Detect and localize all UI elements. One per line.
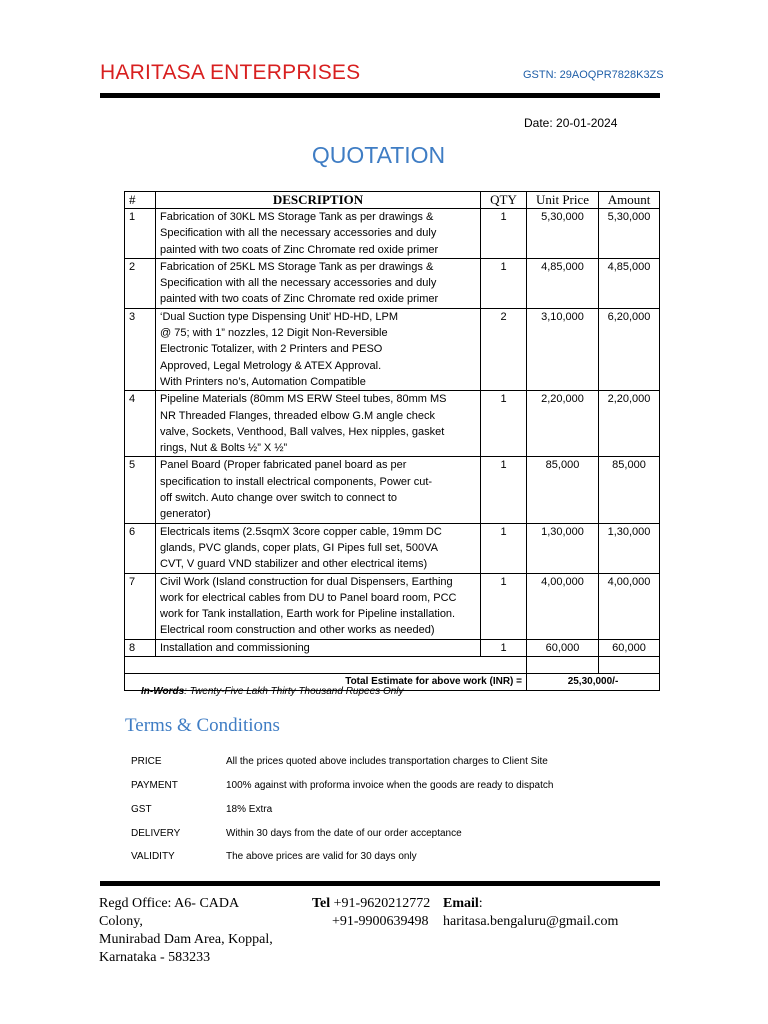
- term-label: PRICE: [131, 756, 162, 767]
- tel-2: +91-9900639498: [332, 914, 429, 929]
- term-text: Within 30 days from the date of our order acceptance: [226, 828, 462, 839]
- row-number: 1: [125, 209, 156, 259]
- description-line: painted with two coats of Zinc Chromate red oxide primer: [160, 293, 439, 306]
- row-amount: 85,000: [599, 457, 660, 523]
- table-row: [125, 209, 660, 259]
- row-amount: 5,30,000: [599, 209, 660, 259]
- description-line: Pipeline Materials (80mm MS ERW Steel tubes, 80mm MS: [160, 393, 447, 406]
- row-qty: 1: [481, 573, 527, 639]
- description-line: specification to install electrical components, Power cut-: [160, 475, 433, 488]
- row-description: [156, 258, 481, 308]
- row-number: 2: [125, 258, 156, 308]
- description-line: Fabrication of 25KL MS Storage Tank as per drawings &: [160, 260, 434, 273]
- description-line: Fabrication of 30KL MS Storage Tank as per drawings &: [160, 211, 434, 223]
- description-line: work for Tank installation, Earth work for Pipeline installation.: [160, 608, 456, 621]
- document-title: QUOTATION: [311, 142, 446, 168]
- col-amount: Amount: [599, 192, 660, 209]
- term-label: PAYMENT: [131, 780, 178, 791]
- table-row: [125, 457, 660, 523]
- row-description: [156, 639, 481, 656]
- description-line: glands, PVC glands, coper plats, GI Pipes full set, 500VA: [160, 541, 439, 554]
- col-unit-price: Unit Price: [527, 192, 599, 209]
- row-amount: 4,00,000: [599, 573, 660, 639]
- table-row: [125, 573, 660, 639]
- description-line: Electronic Totalizer, with 2 Printers and PESO: [160, 343, 383, 356]
- company-name: HARITASA ENTERPRISES: [100, 61, 361, 84]
- row-unit-price: 5,30,000: [527, 209, 599, 259]
- email-address[interactable]: haritasa.bengaluru@gmail.com: [443, 914, 619, 929]
- row-description: [156, 523, 481, 573]
- table-header-row: [125, 192, 660, 209]
- term-label: VALIDITY: [131, 851, 175, 862]
- description-line: generator): [160, 508, 211, 521]
- row-qty: 2: [481, 308, 527, 390]
- telephone-block: [312, 895, 430, 931]
- in-words-text: : Twenty-Five Lakh Thirty Thousand Rupees Only: [184, 686, 404, 697]
- description-line: CVT, V guard VND stabilizer and other electrical items): [160, 558, 428, 571]
- col-qty: QTY: [481, 192, 527, 209]
- term-label: GST: [131, 804, 152, 815]
- total-value: 25,30,000/-: [527, 674, 660, 691]
- description-line: painted with two coats of Zinc Chromate red oxide primer: [160, 243, 439, 256]
- in-words-label: In-Words: [141, 686, 185, 697]
- total-label: Total Estimate for above work (INR) =: [125, 674, 527, 691]
- terms-title: Terms & Conditions: [125, 715, 280, 736]
- row-unit-price: 1,30,000: [527, 523, 599, 573]
- regd-office: [99, 895, 273, 967]
- table-row: [125, 391, 660, 457]
- row-unit-price: 85,000: [527, 457, 599, 523]
- row-amount: 1,30,000: [599, 523, 660, 573]
- email-block: Email: haritasa.bengaluru@gmail.com: [443, 896, 619, 929]
- quotation-date: Date: 20-01-2024: [524, 116, 618, 130]
- term-text: 18% Extra: [226, 804, 273, 815]
- description-line: With Printers no’s, Automation Compatible: [160, 375, 366, 388]
- description-line: off switch. Auto change over switch to connect to: [160, 492, 398, 505]
- row-description: [156, 457, 481, 523]
- row-amount: 60,000: [599, 639, 660, 656]
- term-text: The above prices are valid for 30 days only: [226, 851, 417, 862]
- amount-in-words: [141, 686, 404, 697]
- footer-rule: [100, 881, 660, 886]
- row-number: 8: [125, 639, 156, 656]
- row-amount: 4,85,000: [599, 258, 660, 308]
- description-line: ‘Dual Suction type Dispensing Unit’ HD-HD, LPM: [160, 310, 399, 323]
- row-description: [156, 391, 481, 457]
- row-number: 3: [125, 308, 156, 390]
- row-unit-price: 3,10,000: [527, 308, 599, 390]
- description-line: rings, Nut & Bolts ½” X ½”: [160, 442, 288, 455]
- description-line: work for electrical cables from DU to Panel board room, PCC: [160, 591, 457, 604]
- row-unit-price: 4,85,000: [527, 258, 599, 308]
- description-line: valve, Sockets, Venthood, Ball valves, Hex nipples, gasket: [160, 425, 445, 438]
- row-qty: 1: [481, 258, 527, 308]
- row-description: [156, 209, 481, 259]
- row-number: 5: [125, 457, 156, 523]
- row-number: 6: [125, 523, 156, 573]
- description-line: Approved, Legal Metrology & ATEX Approval.: [160, 359, 382, 372]
- office-line: Colony,: [99, 914, 143, 929]
- header-rule: [100, 93, 660, 98]
- blank-row: [125, 657, 660, 674]
- office-line: Munirabad Dam Area, Koppal,: [99, 932, 273, 947]
- description-line: Panel Board (Proper fabricated panel board as per: [160, 459, 407, 472]
- row-amount: 2,20,000: [599, 391, 660, 457]
- table-row: [125, 258, 660, 308]
- gstin: GSTN: 29AOQPR7828K3ZS: [523, 69, 664, 81]
- term-label: DELIVERY: [131, 828, 181, 839]
- row-amount: 6,20,000: [599, 308, 660, 390]
- description-line: Specification with all the necessary accessories and duly: [160, 227, 437, 240]
- row-qty: 1: [481, 209, 527, 259]
- row-unit-price: 60,000: [527, 639, 599, 656]
- row-qty: 1: [481, 457, 527, 523]
- col-number: #: [125, 192, 156, 209]
- office-line: Regd Office: A6- CADA: [99, 896, 240, 911]
- table-row: [125, 523, 660, 573]
- row-qty: 1: [481, 391, 527, 457]
- tel-label: Tel: [312, 896, 331, 911]
- term-text: All the prices quoted above includes transportation charges to Client Site: [226, 756, 548, 767]
- description-line: Specification with all the necessary accessories and duly: [160, 277, 437, 290]
- items-table: [124, 191, 660, 691]
- row-number: 7: [125, 573, 156, 639]
- row-description: [156, 308, 481, 390]
- description-line: NR Threaded Flanges, threaded elbow G.M angle check: [160, 409, 435, 422]
- row-qty: 1: [481, 523, 527, 573]
- row-unit-price: 2,20,000: [527, 391, 599, 457]
- email-label: Email: [443, 896, 479, 911]
- table-row: [125, 639, 660, 656]
- row-number: 4: [125, 391, 156, 457]
- description-line: Electricals items (2.5sqmX 3core copper cable, 19mm DC: [160, 525, 442, 538]
- term-text: 100% against with proforma invoice when the goods are ready to dispatch: [226, 780, 554, 791]
- row-description: [156, 573, 481, 639]
- table-row: [125, 308, 660, 390]
- tel-1: +91-9620212772: [333, 896, 431, 911]
- description-line: Installation and commissioning: [160, 641, 310, 654]
- office-line: Karnataka - 583233: [99, 950, 211, 965]
- col-description: DESCRIPTION: [156, 192, 481, 209]
- row-qty: 1: [481, 639, 527, 656]
- description-line: Civil Work (Island construction for dual Dispensers, Earthing: [160, 575, 453, 588]
- row-unit-price: 4,00,000: [527, 573, 599, 639]
- description-line: @ 75; with 1” nozzles, 12 Digit Non-Reversible: [160, 327, 388, 340]
- description-line: Electrical room construction and other works as needed): [160, 624, 435, 637]
